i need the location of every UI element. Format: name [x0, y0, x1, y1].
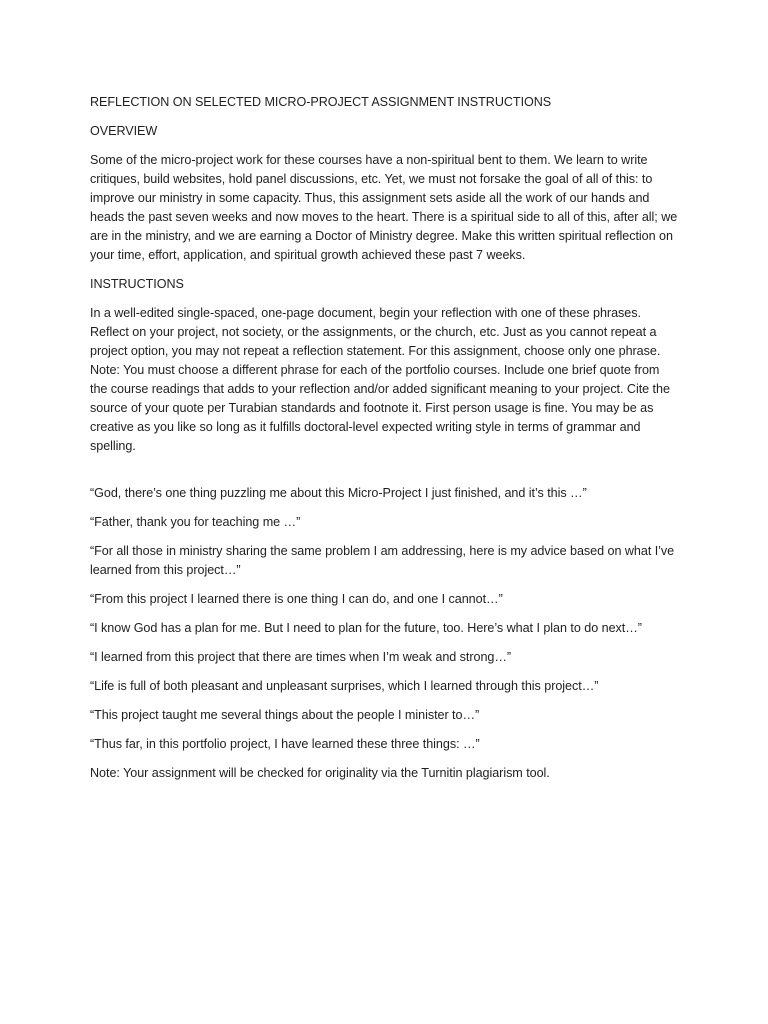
- instructions-paragraph: In a well-edited single-spaced, one-page document, begin your reflection with one of these phrases. Reflect on your project, not society, or the assignments, or the church, etc. Just as you cannot repeat a project option, you may not repeat a reflection statement. For this assignment, choose only one phrase. Note: You must choose a different phrase for each of the portfolio courses. Include one brief quote from the course readings that adds to your reflection and/or added significant meaning to your project. Cite the source of your quote per Turabian standards and footnote it. First person usage is fine. You may be as creative as you like so long as it fulfills doctoral-level expected writing style in terms of grammar and spelling.: [90, 306, 670, 453]
- phrase-item: “I learned from this project that there are times when I’m weak and strong…”: [90, 650, 512, 664]
- phrase-item: “This project taught me several things about the people I minister to…”: [90, 708, 480, 722]
- phrase-item: “God, there’s one thing puzzling me about this Micro-Project I just finished, and it’s this …”: [90, 486, 587, 500]
- spacer: [90, 466, 680, 484]
- overview-paragraph: Some of the micro-project work for these courses have a non-spiritual bent to them. We learn to write critiques, build websites, hold panel discussions, etc. Yet, we must not forsake the goal of all of this: to improve our ministry in some capacity. Thus, this assignment sets aside all the work of our hands and heads the past seven weeks and now moves to the heart. There is a spiritual side to all of this, after all; we are in the ministry, and we are earning a Doctor of Ministry degree. Make this written spiritual reflection on your time, effort, application, and spiritual growth achieved these past 7 weeks.: [90, 153, 678, 262]
- overview-heading: OVERVIEW: [90, 124, 158, 138]
- instructions-heading: INSTRUCTIONS: [90, 277, 184, 291]
- phrase-item: “Thus far, in this portfolio project, I have learned these three things: …”: [90, 737, 480, 751]
- phrase-item: “Father, thank you for teaching me …”: [90, 515, 301, 529]
- phrase-item: “From this project I learned there is one thing I can do, and one I cannot…”: [90, 592, 503, 606]
- originality-note: Note: Your assignment will be checked for originality via the Turnitin plagiarism tool.: [90, 766, 550, 780]
- phrase-list: [90, 484, 680, 754]
- phrase-item: “Life is full of both pleasant and unpleasant surprises, which I learned through this project…”: [90, 679, 599, 693]
- document-body: [90, 93, 680, 793]
- document-title: REFLECTION ON SELECTED MICRO-PROJECT ASSIGNMENT INSTRUCTIONS: [90, 95, 552, 109]
- phrase-item: “I know God has a plan for me. But I need to plan for the future, too. Here’s what I plan to do next…”: [90, 621, 642, 635]
- phrase-item: “For all those in ministry sharing the same problem I am addressing, here is my advice based on what I’ve learned from this project…”: [90, 544, 675, 577]
